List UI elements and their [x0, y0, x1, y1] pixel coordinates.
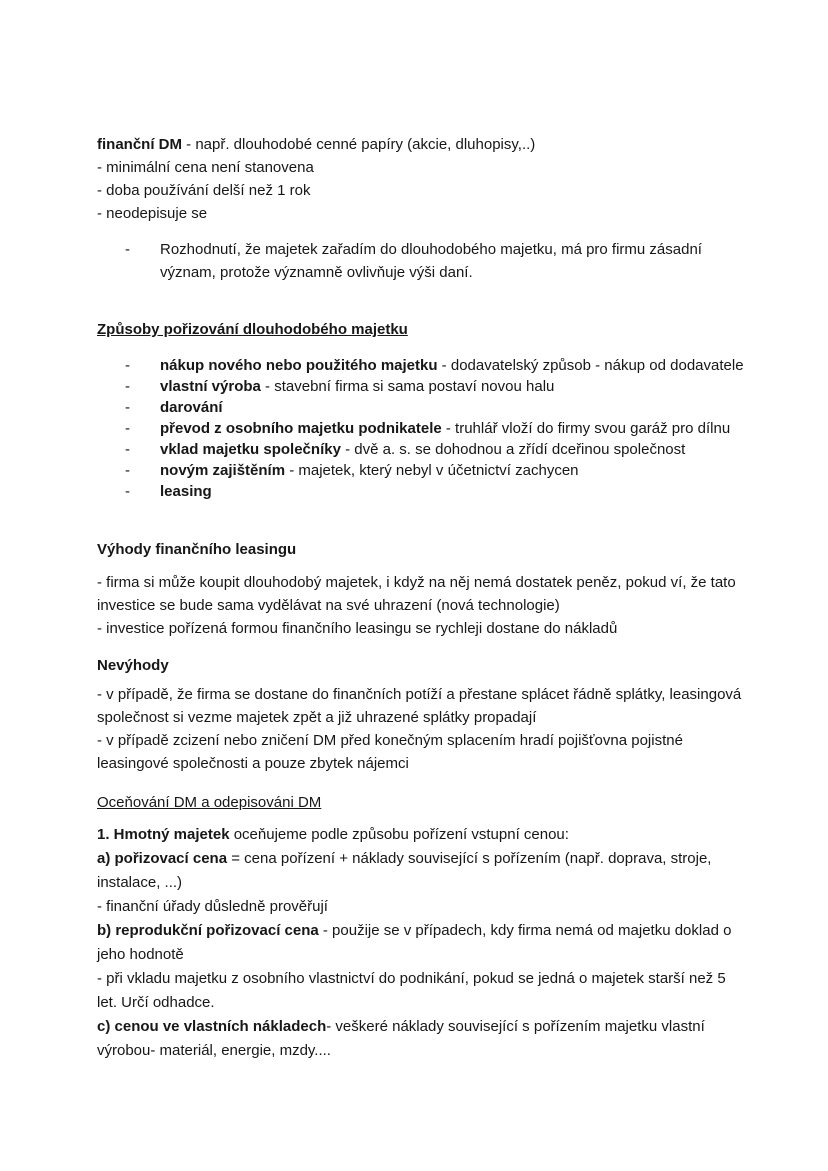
valuation-item-b-rest: - použije se v případech, kdy firma nemá od majetku doklad o jeho hodnotě [97, 922, 732, 963]
list-item [97, 481, 747, 502]
valuation-item-c [97, 1015, 747, 1063]
valuation-item-c-term: c) cenou ve vlastních nákladech [97, 1018, 327, 1035]
list-item-text [160, 418, 747, 439]
valuation-block [97, 823, 747, 1063]
valuation-item-b [97, 919, 747, 967]
advantages-heading: Výhody finančního leasingu [97, 541, 297, 558]
list-item-desc: - majetek, který nebyl v účetnictví zachycen [285, 462, 579, 479]
advantages-para-1: - firma si může koupit dlouhodobý majetek, i když na něj nemá dostatek peněz, pokud ví, že tato investice se bude sama vydělávat na své uhrazení (nová technologie) [97, 574, 736, 614]
acquisition-heading: Způsoby pořizování dlouhodobého majetku [97, 321, 408, 338]
list-item [97, 397, 747, 418]
dash-bullet: - [125, 462, 130, 479]
valuation-intro-term: 1. Hmotný majetek [97, 826, 230, 843]
list-item [97, 460, 747, 481]
valuation-item-a-rest: = cena pořízení + náklady související s pořízením (např. doprava, stroje, instalace, ...) [97, 850, 712, 891]
valuation-item-a-term: a) pořizovací cena [97, 850, 228, 867]
document-content [97, 133, 747, 1063]
disadvantages-para-1: - v případě, že firma se dostane do finančních potíží a přestane splácet řádně splátky, leasingová společnost si vezme majetek zpět a již uhrazené splátky propadají [97, 686, 742, 726]
advantages-para-2: - investice pořízená formou finančního leasingu se rychleji dostane do nákladů [97, 620, 618, 637]
intro-bullet-2: - doba používání delší než 1 rok [97, 182, 311, 199]
list-item-text [160, 460, 747, 481]
valuation-item-b-term: b) reprodukční pořizovací cena [97, 922, 319, 939]
list-item [97, 418, 747, 439]
intro-term: finanční DM [97, 136, 182, 153]
dash-bullet: - [125, 399, 130, 416]
acquisition-list [97, 355, 747, 502]
list-item [97, 376, 747, 397]
intro-line [97, 133, 747, 156]
list-item-term: vklad majetku společníky [160, 441, 341, 458]
dash-bullet: - [125, 441, 130, 458]
dash-bullet: - [125, 241, 130, 258]
valuation-intro [97, 823, 747, 847]
disadvantages-para-2: - v případě zcizení nebo zničení DM před konečným splacením hradí pojišťovna pojistné leasingové společnosti a pouze zbytek nájemci [97, 732, 683, 772]
valuation-item-b-note: - při vkladu majetku z osobního vlastnictví do podnikání, pokud se jedná o majetek starší než 5 let. Určí odhadce. [97, 970, 726, 1011]
valuation-intro-rest: oceňujeme podle způsobu pořízení vstupní cenou: [229, 826, 569, 843]
list-item-text [160, 355, 747, 376]
list-item-term: vlastní výroba [160, 378, 261, 395]
list-item-desc: - dodavatelský způsob - nákup od dodavatele [437, 357, 744, 374]
list-item-term: převod z osobního majetku podnikatele [160, 420, 442, 437]
list-item-term: novým zajištěním [160, 462, 286, 479]
disadvantages-heading: Nevýhody [97, 657, 169, 674]
decision-note-text: Rozhodnutí, že majetek zařadím do dlouhodobého majetku, má pro firmu zásadní význam, protože významně ovlivňuje výši daní. [160, 241, 702, 281]
list-item-text [160, 397, 747, 418]
list-item-text [160, 439, 747, 460]
list-item-term: darování [160, 399, 223, 416]
list-item-term: leasing [160, 483, 212, 500]
valuation-heading: Oceňování DM a odepisováni DM [97, 794, 322, 811]
list-item-desc: - stavební firma si sama postaví novou halu [260, 378, 555, 395]
dash-bullet: - [125, 378, 130, 395]
intro-bullet-1: - minimální cena není stanovena [97, 159, 314, 176]
dash-bullet: - [125, 483, 130, 500]
list-item-text [160, 481, 747, 502]
intro-bullet-3: - neodepisuje se [97, 205, 208, 222]
decision-note [97, 238, 747, 284]
list-item-desc: - truhlář vloží do firmy svou garáž pro dílnu [441, 420, 731, 437]
dash-bullet: - [125, 420, 130, 437]
list-item [97, 355, 747, 376]
list-item-term: nákup nového nebo použitého majetku [160, 357, 438, 374]
list-item [97, 439, 747, 460]
valuation-item-c-rest: - veškeré náklady související s pořízením majetku vlastní výrobou- materiál, energie, mzdy.... [97, 1018, 705, 1059]
list-item-text [160, 376, 747, 397]
list-item-desc: - dvě a. s. se dohodnou a zřídí dceřinou společnost [340, 441, 686, 458]
intro-rest: - např. dlouhodobé cenné papíry (akcie, dluhopisy,..) [182, 136, 536, 153]
valuation-item-a [97, 847, 747, 895]
valuation-item-a-note: - finanční úřady důsledně prověřují [97, 898, 328, 915]
dash-bullet: - [125, 357, 130, 374]
